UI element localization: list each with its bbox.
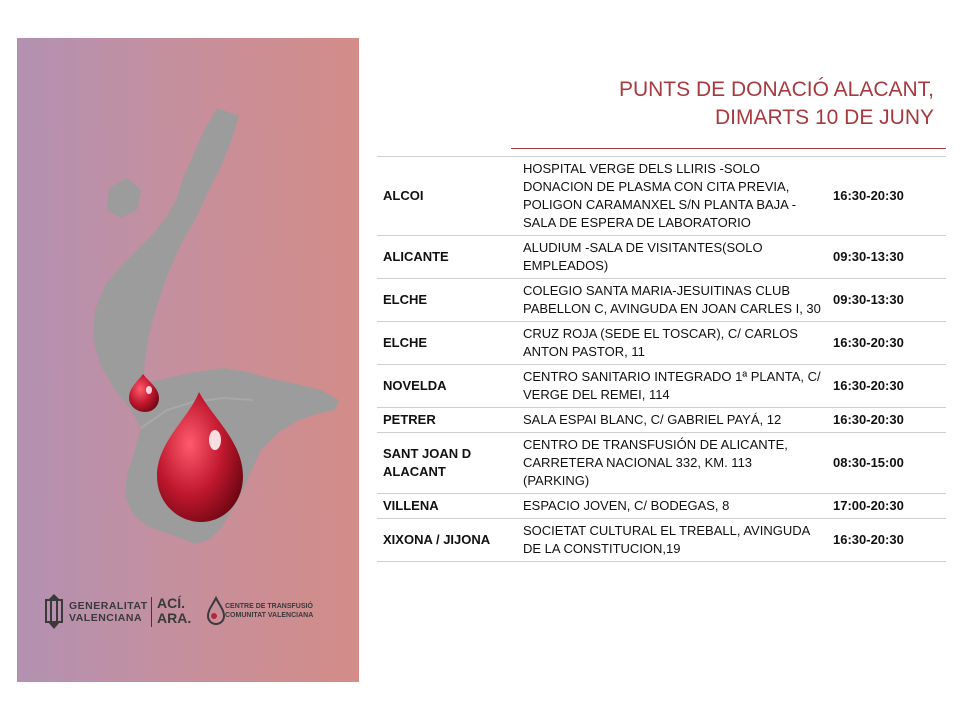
place-cell: ALUDIUM -SALA DE VISITANTES(SOLO EMPLEADOS) — [517, 236, 827, 279]
table-row — [377, 236, 946, 279]
generalitat-emblem-icon — [43, 594, 65, 630]
time-cell: 08:30-15:00 — [827, 433, 946, 494]
city-cell: PETRER — [377, 408, 517, 433]
table-row — [377, 519, 946, 562]
campaign-poster — [17, 38, 359, 682]
generalitat-valenciana-logo-text: GENERALITAT VALENCIANA — [69, 600, 148, 624]
time-cell: 09:30-13:30 — [827, 279, 946, 322]
table-row — [377, 322, 946, 365]
city-cell: XIXONA / JIJONA — [377, 519, 517, 562]
title-line-1: PUNTS DE DONACIÓ ALACANT, — [618, 78, 934, 101]
time-cell: 16:30-20:30 — [827, 322, 946, 365]
map-enclave-shape — [107, 178, 141, 218]
city-cell: VILLENA — [377, 494, 517, 519]
place-cell: CENTRO SANITARIO INTEGRADO 1ª PLANTA, C/ VERGE DEL REMEI, 114 — [517, 365, 827, 408]
place-cell: CRUZ ROJA (SEDE EL TOSCAR), C/ CARLOS ANTON PASTOR, 11 — [517, 322, 827, 365]
city-cell: ALICANTE — [377, 236, 517, 279]
place-cell: SALA ESPAI BLANC, C/ GABRIEL PAYÁ, 12 — [517, 408, 827, 433]
time-cell: 17:00-20:30 — [827, 494, 946, 519]
city-cell: NOVELDA — [377, 365, 517, 408]
title-divider — [511, 148, 946, 149]
donation-points-table — [377, 156, 946, 562]
logo-separator — [151, 597, 152, 627]
place-cell: HOSPITAL VERGE DELS LLIRIS -SOLO DONACION DE PLASMA CON CITA PREVIA, POLIGON CARAMANXEL S/N PLANTA BAJA - SALA DE ESPERA DE LABORATORIO — [517, 157, 827, 236]
table-row — [377, 365, 946, 408]
time-cell: 16:30-20:30 — [827, 519, 946, 562]
centre-transfusio-drop-icon — [205, 596, 227, 626]
title-line-2: DIMARTS 10 DE JUNY — [715, 106, 934, 129]
place-cell: COLEGIO SANTA MARIA-JESUITINAS CLUB PABELLON C, AVINGUDA EN JOAN CARLES I, 30 — [517, 279, 827, 322]
place-cell: SOCIETAT CULTURAL EL TREBALL, AVINGUDA DE LA CONSTITUCION,19 — [517, 519, 827, 562]
time-cell: 16:30-20:30 — [827, 408, 946, 433]
page-title — [619, 76, 934, 132]
table-row — [377, 279, 946, 322]
city-cell: ALCOI — [377, 157, 517, 236]
time-cell: 16:30-20:30 — [827, 365, 946, 408]
table-row — [377, 157, 946, 236]
time-cell: 16:30-20:30 — [827, 157, 946, 236]
time-cell: 09:30-13:30 — [827, 236, 946, 279]
city-cell: SANT JOAN D ALACANT — [377, 433, 517, 494]
city-cell: ELCHE — [377, 279, 517, 322]
valencian-community-map-illustration — [17, 38, 359, 682]
place-cell: CENTRO DE TRANSFUSIÓN DE ALICANTE, CARRETERA NACIONAL 332, KM. 113 (PARKING) — [517, 433, 827, 494]
table-row — [377, 433, 946, 494]
city-cell: ELCHE — [377, 322, 517, 365]
centre-transfusio-logo-text: CENTRE DE TRANSFUSIÓ COMUNITAT VALENCIANA — [225, 603, 314, 619]
aci-ara-logo-text: ACÍ. ARA. — [157, 595, 192, 626]
table-row — [377, 408, 946, 433]
table-row — [377, 494, 946, 519]
place-cell: ESPACIO JOVEN, C/ BODEGAS, 8 — [517, 494, 827, 519]
footer-logos — [43, 592, 353, 632]
